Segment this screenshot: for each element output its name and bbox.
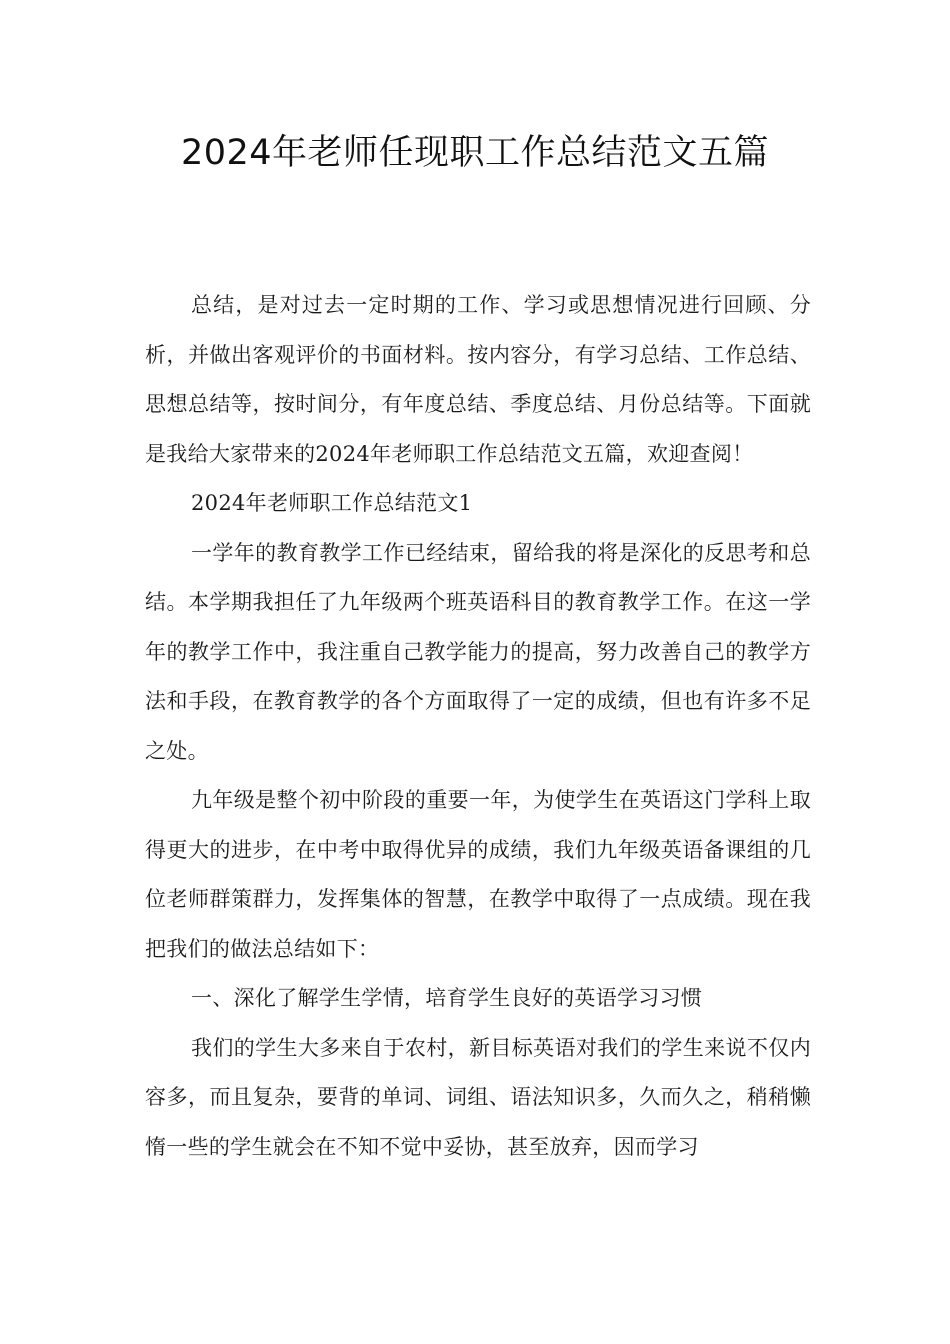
document-body xyxy=(145,281,811,1172)
paragraph-intro: 总结，是对过去一定时期的工作、学习或思想情况进行回顾、分析，并做出客观评价的书面材料。按内容分，有学习总结、工作总结、思想总结等，按时间分，有年度总结、季度总结、月份总结等。下面就是我给大家带来的2024年老师职工作总结范文五篇，欢迎查阅！ xyxy=(145,293,811,466)
paragraph-3: 我们的学生大多来自于农村，新目标英语对我们的学生来说不仅内容多，而且复杂，要背的单词、词组、语法知识多，久而久之，稍稍懒惰一些的学生就会在不知不觉中妥协，甚至放弃，因而学习 xyxy=(145,1035,811,1159)
subheading-1: 一、深化了解学生学情，培育学生良好的英语学习习惯 xyxy=(191,986,703,1010)
section-heading-sample-1: 2024年老师职工作总结范文1 xyxy=(191,491,473,515)
document-title: 2024年老师任现职工作总结范文五篇 xyxy=(180,133,770,173)
paragraph-2: 九年级是整个初中阶段的重要一年，为使学生在英语这门学科上取得更大的进步，在中考中取得优异的成绩，我们九年级英语备课组的几位老师群策群力，发挥集体的智慧，在教学中取得了一点成绩。现在我把我们的做法总结如下： xyxy=(145,788,811,961)
paragraph-1: 一学年的教育教学工作已经结束，留给我的将是深化的反思考和总结。本学期我担任了九年级两个班英语科目的教育教学工作。在这一学年的教学工作中，我注重自己教学能力的提高，努力改善自己的教学方法和手段，在教育教学的各个方面取得了一定的成绩，但也有许多不足之处。 xyxy=(145,540,811,763)
